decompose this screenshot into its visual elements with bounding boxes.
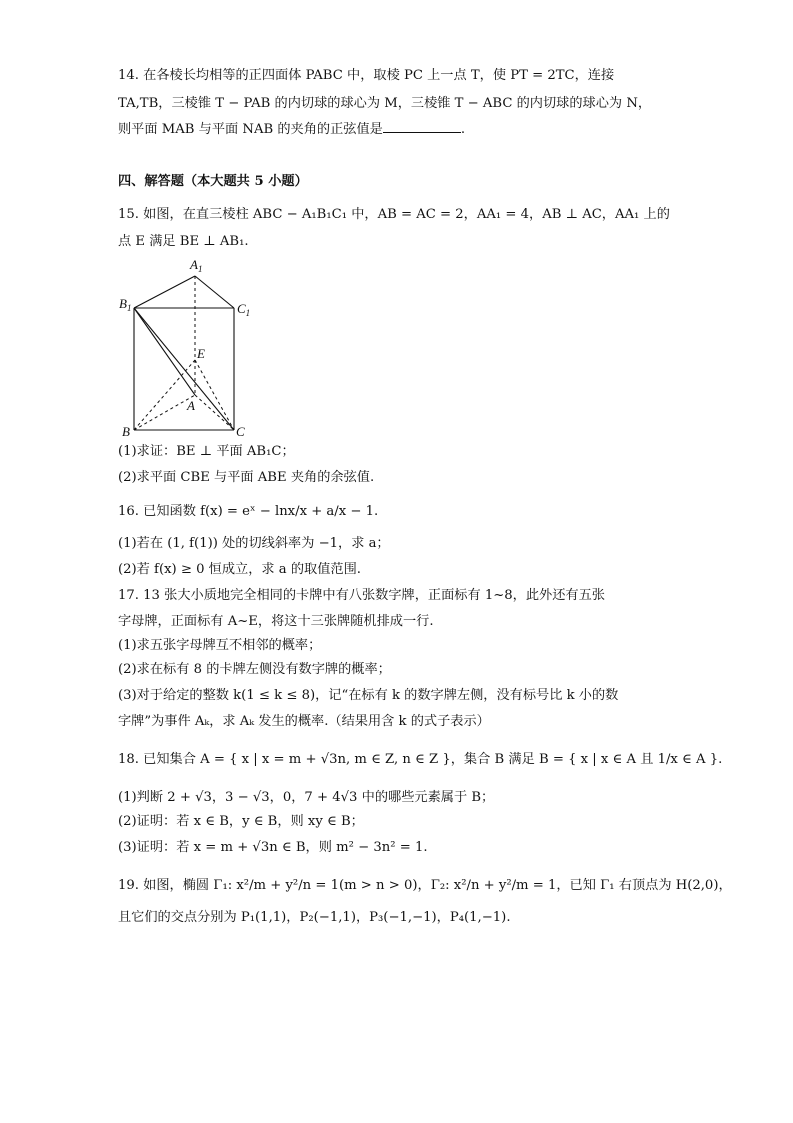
q16-line-1: 16. 已知函数 f(x) = eˣ − lnx/x + a/x − 1. [118, 504, 379, 519]
q18-line-1: 18. 已知集合 A = { x | x = m + √3n, m ∈ Z, n ∈ Z }，集合 B 满足 B = { x | x ∈ A 且 1/x ∈ A }. [118, 752, 723, 767]
q16-part-1: (1)若在 (1, f(1)) 处的切线斜率为 −1，求 a； [118, 536, 390, 551]
q14-line-3-text: 则平面 MAB 与平面 NAB 的夹角的正弦值是 [118, 122, 383, 137]
q14-line-1: 14. 在各棱长均相等的正四面体 PABC 中，取棱 PC 上一点 T，使 PT = 2TC，连接 [118, 68, 615, 83]
label-b: B [122, 424, 130, 439]
line-b1-a [134, 308, 195, 395]
label-a1: $A_1$ [190, 257, 203, 274]
q18-part-1: (1)判断 2 + √3，3 − √3，0，7 + 4√3 中的哪些元素属于 B； [118, 790, 495, 805]
label-a: A [187, 398, 195, 413]
q15-line-1: 15. 如图，在直三棱柱 ABC − A₁B₁C₁ 中，AB = AC = 2，AA₁ = 4，AB ⊥ AC，AA₁ 上的 [118, 207, 670, 222]
q15-part-1: (1)求证：BE ⊥ 平面 AB₁C； [118, 444, 295, 459]
line-b-e-hidden [134, 360, 195, 430]
q14-line-3 [118, 120, 465, 140]
q16-part-2: (2)若 f(x) ≥ 0 恒成立，求 a 的取值范围. [118, 562, 361, 577]
label-c: C [236, 424, 245, 439]
q17-part-2: (2)求在标有 8 的卡牌左侧没有数字牌的概率； [118, 662, 391, 677]
answer-blank [383, 132, 461, 133]
q17-line-2: 字母牌，正面标有 A~E，将这十三张牌随机排成一行. [118, 614, 434, 629]
q19-line-2: 且它们的交点分别为 P₁(1,1)，P₂(−1,1)，P₃(−1,−1)，P₄(1,−1). [118, 910, 511, 925]
label-b1: $B_1$ [119, 296, 132, 313]
q18-part-2: (2)证明：若 x ∈ B，y ∈ B，则 xy ∈ B； [118, 814, 364, 829]
line-e-c-hidden [195, 360, 234, 430]
line-b1-c [134, 308, 234, 430]
q17-line-1: 17. 13 张大小质地完全相同的卡牌中有八张数字牌，正面标有 1~8，此外还有五张 [118, 588, 605, 603]
q15-line-2: 点 E 满足 BE ⊥ AB₁. [118, 234, 249, 249]
q14-line-3-end: . [460, 122, 466, 137]
prism-figure [112, 255, 262, 440]
label-e: E [197, 346, 205, 361]
q18-part-3: (3)证明：若 x = m + √3n ∈ B，则 m² − 3n² = 1. [118, 840, 428, 855]
q15-part-2: (2)求平面 CBE 与平面 ABE 夹角的余弦值. [118, 470, 375, 485]
label-c1: $C_1$ [237, 301, 251, 318]
edge-a-c-hidden [195, 395, 234, 430]
q14-line-2: TA,TB，三棱锥 T − PAB 的内切球的球心为 M，三棱锥 T − ABC 的内切球的球心为 N， [118, 96, 652, 111]
q17-part-3b: 字牌”为事件 Aₖ，求 Aₖ 发生的概率.（结果用含 k 的式子表示） [118, 714, 490, 729]
edge-b-a-hidden [134, 395, 195, 430]
q17-part-3a: (3)对于给定的整数 k(1 ≤ k ≤ 8)，记“在标有 k 的数字牌左侧，没有标号比 k 小的数 [118, 688, 619, 703]
q19-line-1: 19. 如图，椭圆 Γ₁: x²/m + y²/n = 1(m > n > 0)，Γ₂: x²/n + y²/m = 1，已知 Γ₁ 右顶点为 H(2,0)， [118, 878, 732, 893]
edge-b1-a1 [134, 276, 195, 308]
section-heading: 四、解答题（本大题共 5 小题） [118, 174, 308, 189]
q17-part-1: (1)求五张字母牌互不相邻的概率； [118, 638, 322, 653]
edge-a1-c1 [195, 276, 234, 308]
